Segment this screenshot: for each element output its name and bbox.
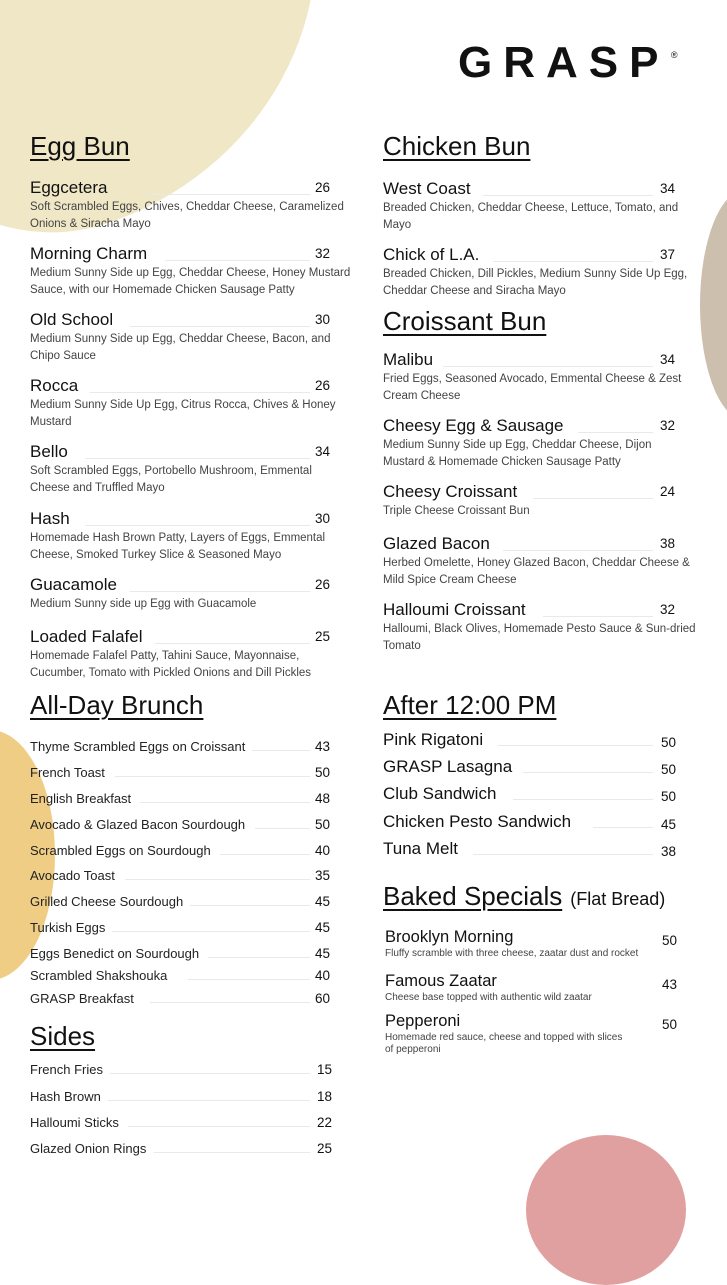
item-price: 50 bbox=[661, 762, 677, 777]
registered-mark: ® bbox=[670, 50, 678, 60]
leader-line bbox=[443, 366, 653, 367]
item-name: Old School bbox=[30, 310, 114, 329]
item-name: Scrambled Shakshouka bbox=[30, 968, 168, 983]
item-price: 43 bbox=[315, 739, 331, 754]
item-price: 43 bbox=[662, 977, 678, 992]
item-description: Medium Sunny Side up Egg, Cheddar Cheese, Bacon, and Chipo Sauce bbox=[30, 333, 331, 362]
item-name: Cheesy Egg & Sausage bbox=[383, 416, 564, 435]
item-price: 26 bbox=[315, 180, 331, 195]
leader-line bbox=[483, 195, 653, 196]
item-description: Homemade Falafel Patty, Tahini Sauce, Mayonnaise, Cucumber, Tomato with Pickled Onions and Dill Pickles bbox=[30, 650, 312, 679]
menu-row bbox=[30, 816, 340, 834]
item-price: 24 bbox=[660, 484, 676, 499]
item-price: 50 bbox=[661, 789, 677, 804]
menu-item bbox=[30, 244, 360, 299]
item-description: Herbed Omelette, Honey Glazed Bacon, Cheddar Cheese & Mild Spice Cream Cheese bbox=[383, 557, 690, 586]
section-title-chicken-bun: Chicken Bun bbox=[383, 131, 531, 161]
item-price: 37 bbox=[660, 247, 676, 262]
item-price: 34 bbox=[660, 352, 676, 367]
leader-line bbox=[252, 750, 310, 751]
leader-line bbox=[85, 525, 310, 526]
item-name: Thyme Scrambled Eggs on Croissant bbox=[30, 739, 246, 754]
item-price: 32 bbox=[660, 418, 676, 433]
section-subtitle: (Flat Bread) bbox=[570, 889, 666, 909]
leader-line bbox=[140, 802, 310, 803]
leader-line bbox=[130, 591, 310, 592]
item-price: 32 bbox=[660, 602, 676, 617]
leader-line bbox=[523, 772, 653, 773]
item-price: 45 bbox=[315, 894, 331, 909]
menu-item bbox=[383, 350, 693, 405]
item-name: Glazed Onion Rings bbox=[30, 1141, 147, 1156]
item-description: Homemade Hash Brown Patty, Layers of Eggs, Emmental Cheese, Smoked Turkey Slice & Seasoned Mayo bbox=[30, 532, 326, 561]
leader-line bbox=[110, 1073, 310, 1074]
menu-item bbox=[30, 178, 355, 233]
leader-line bbox=[503, 550, 653, 551]
menu-row bbox=[30, 1088, 340, 1106]
leader-line bbox=[473, 854, 653, 855]
item-name: Eggs Benedict on Sourdough bbox=[30, 946, 200, 961]
leader-line bbox=[108, 1100, 310, 1101]
item-name: French Toast bbox=[30, 765, 105, 780]
item-description: Medium Sunny Side up Egg, Cheddar Cheese, Honey Mustard Sauce, with our Homemade Chicken Sausage Patty bbox=[30, 267, 351, 296]
item-price: 50 bbox=[662, 933, 678, 948]
section-title-baked-specials bbox=[383, 881, 665, 914]
menu-row bbox=[30, 1061, 340, 1079]
leader-line bbox=[115, 776, 310, 777]
menu-row bbox=[383, 730, 693, 752]
menu-item bbox=[30, 509, 335, 564]
menu-row bbox=[30, 1114, 340, 1132]
menu-row bbox=[383, 812, 693, 834]
item-name: GRASP Breakfast bbox=[30, 991, 134, 1006]
menu-row bbox=[30, 842, 340, 860]
leader-line bbox=[533, 498, 653, 499]
item-price: 38 bbox=[661, 844, 677, 859]
section-title-after-noon: After 12:00 PM bbox=[383, 690, 557, 720]
menu-row bbox=[30, 893, 340, 911]
item-description: Medium Sunny Side Up Egg, Citrus Rocca, Chives & Honey Mustard bbox=[30, 399, 336, 428]
item-name: Avocado & Glazed Bacon Sourdough bbox=[30, 817, 246, 832]
leader-line bbox=[498, 745, 653, 746]
leader-line bbox=[165, 260, 310, 261]
item-price: 26 bbox=[315, 378, 331, 393]
item-name: English Breakfast bbox=[30, 791, 132, 806]
item-price: 22 bbox=[317, 1115, 333, 1130]
leader-line bbox=[130, 326, 310, 327]
item-price: 38 bbox=[660, 536, 676, 551]
item-name: Brooklyn Morning bbox=[385, 928, 514, 946]
item-name: Grilled Cheese Sourdough bbox=[30, 894, 184, 909]
item-name: Avocado Toast bbox=[30, 868, 115, 883]
brand-logo: GRASP ® bbox=[458, 40, 669, 86]
leader-line bbox=[125, 879, 310, 880]
section-title-text: Baked Specials bbox=[383, 881, 563, 911]
item-description: Halloumi, Black Olives, Homemade Pesto Sauce & Sun-dried Tomato bbox=[383, 623, 696, 652]
menu-row bbox=[30, 945, 340, 963]
leader-line bbox=[208, 957, 310, 958]
menu-item bbox=[383, 245, 698, 300]
item-price: 34 bbox=[315, 444, 331, 459]
item-name: Halloumi Croissant bbox=[383, 600, 526, 619]
item-price: 25 bbox=[315, 629, 331, 644]
item-description: Soft Scrambled Eggs, Chives, Cheddar Cheese, Caramelized Onions & Siracha Mayo bbox=[30, 201, 344, 230]
item-name: Halloumi Sticks bbox=[30, 1115, 119, 1130]
item-name: Turkish Eggs bbox=[30, 920, 106, 935]
item-name: Cheesy Croissant bbox=[383, 482, 518, 501]
item-price: 50 bbox=[315, 817, 331, 832]
leader-line bbox=[190, 905, 310, 906]
item-name: Pink Rigatoni bbox=[383, 730, 484, 749]
menu-item bbox=[30, 376, 345, 431]
section-title-egg-bun: Egg Bun bbox=[30, 131, 130, 161]
item-description: Medium Sunny Side up Egg, Cheddar Cheese, Dijon Mustard & Homemade Chicken Sausage Patty bbox=[383, 439, 652, 468]
item-price: 34 bbox=[660, 181, 676, 196]
item-name: Club Sandwich bbox=[383, 784, 497, 803]
menu-item bbox=[383, 179, 683, 234]
leader-line bbox=[150, 1002, 310, 1003]
item-name: Tuna Melt bbox=[383, 839, 458, 858]
menu-item bbox=[385, 927, 685, 960]
section-title-croissant-bun: Croissant Bun bbox=[383, 306, 547, 336]
item-description: Soft Scrambled Eggs, Portobello Mushroom, Emmental Cheese and Truffled Mayo bbox=[30, 465, 312, 494]
item-price: 48 bbox=[315, 791, 331, 806]
item-price: 50 bbox=[315, 765, 331, 780]
leader-line bbox=[255, 828, 310, 829]
item-price: 40 bbox=[315, 968, 331, 983]
item-description: Breaded Chicken, Cheddar Cheese, Lettuce, Tomato, and Mayo bbox=[383, 202, 679, 231]
item-price: 60 bbox=[315, 991, 331, 1006]
menu-item bbox=[385, 971, 685, 1004]
item-name: Morning Charm bbox=[30, 244, 148, 263]
item-name: Pepperoni bbox=[385, 1012, 461, 1030]
item-name: Scrambled Eggs on Sourdough bbox=[30, 843, 211, 858]
item-price: 15 bbox=[317, 1062, 333, 1077]
menu-row bbox=[383, 784, 693, 806]
leader-line bbox=[90, 392, 310, 393]
leader-line bbox=[85, 458, 310, 459]
item-price: 26 bbox=[315, 577, 331, 592]
leader-line bbox=[150, 194, 310, 195]
menu-row bbox=[30, 764, 340, 782]
leader-line bbox=[513, 799, 653, 800]
item-price: 50 bbox=[662, 1017, 678, 1032]
section-title-sides: Sides bbox=[30, 1021, 96, 1051]
item-name: Hash Brown bbox=[30, 1089, 101, 1104]
menu-item bbox=[30, 310, 345, 365]
leader-line bbox=[128, 1126, 310, 1127]
item-description: Homemade red sauce, cheese and topped with slices of pepperoni bbox=[385, 1032, 623, 1055]
decor-blob-right bbox=[700, 190, 727, 420]
leader-line bbox=[220, 854, 310, 855]
menu-row bbox=[30, 790, 340, 808]
leader-line bbox=[112, 931, 310, 932]
section-title-all-day-brunch: All-Day Brunch bbox=[30, 690, 204, 720]
leader-line bbox=[543, 616, 653, 617]
item-description: Cheese base topped with authentic wild zaatar bbox=[385, 992, 592, 1003]
item-name: Rocca bbox=[30, 376, 79, 395]
menu-row bbox=[30, 738, 340, 756]
item-price: 45 bbox=[315, 920, 331, 935]
menu-item bbox=[383, 482, 683, 520]
item-description: Triple Cheese Croissant Bun bbox=[383, 505, 530, 517]
item-price: 50 bbox=[661, 735, 677, 750]
item-description: Breaded Chicken, Dill Pickles, Medium Sunny Side Up Egg, Cheddar Cheese and Siracha Mayo bbox=[383, 268, 688, 297]
leader-line bbox=[593, 827, 653, 828]
item-name: West Coast bbox=[383, 179, 471, 198]
menu-item bbox=[30, 575, 330, 613]
item-name: Chick of L.A. bbox=[383, 245, 480, 264]
menu-item bbox=[385, 1011, 685, 1056]
item-price: 32 bbox=[315, 246, 331, 261]
item-name: GRASP Lasagna bbox=[383, 757, 513, 776]
menu-row bbox=[383, 839, 693, 861]
item-description: Fluffy scramble with three cheese, zaatar dust and rocket bbox=[385, 948, 639, 959]
leader-line bbox=[155, 643, 310, 644]
menu-item bbox=[383, 600, 703, 655]
item-price: 45 bbox=[315, 946, 331, 961]
item-name: Loaded Falafel bbox=[30, 627, 143, 646]
item-price: 18 bbox=[317, 1089, 333, 1104]
menu-row bbox=[383, 757, 693, 779]
item-name: French Fries bbox=[30, 1062, 103, 1077]
item-name: Glazed Bacon bbox=[383, 534, 490, 553]
leader-line bbox=[578, 432, 653, 433]
item-price: 25 bbox=[317, 1141, 333, 1156]
item-price: 35 bbox=[315, 868, 331, 883]
menu-row bbox=[30, 919, 340, 937]
menu-item bbox=[30, 442, 331, 497]
item-description: Medium Sunny side up Egg with Guacamole bbox=[30, 598, 257, 610]
menu-item bbox=[383, 416, 676, 471]
item-description: Fried Eggs, Seasoned Avocado, Emmental Cheese & Zest Cream Cheese bbox=[383, 373, 682, 402]
item-name: Eggcetera bbox=[30, 178, 108, 197]
item-price: 40 bbox=[315, 843, 331, 858]
menu-row bbox=[30, 967, 340, 985]
item-price: 30 bbox=[315, 511, 331, 526]
decor-blob-bottom bbox=[526, 1135, 686, 1285]
item-price: 45 bbox=[661, 817, 677, 832]
menu-row bbox=[30, 867, 340, 885]
item-name: Bello bbox=[30, 442, 68, 461]
leader-line bbox=[493, 261, 653, 262]
item-name: Malibu bbox=[383, 350, 434, 369]
item-name: Chicken Pesto Sandwich bbox=[383, 812, 572, 831]
item-name: Hash bbox=[30, 509, 70, 528]
menu-item bbox=[383, 534, 703, 589]
item-name: Famous Zaatar bbox=[385, 972, 497, 990]
leader-line bbox=[188, 979, 310, 980]
menu-row bbox=[30, 1140, 340, 1158]
menu-row bbox=[30, 990, 340, 1008]
item-price: 30 bbox=[315, 312, 331, 327]
item-name: Guacamole bbox=[30, 575, 117, 594]
menu-item bbox=[30, 627, 331, 682]
leader-line bbox=[154, 1152, 310, 1153]
